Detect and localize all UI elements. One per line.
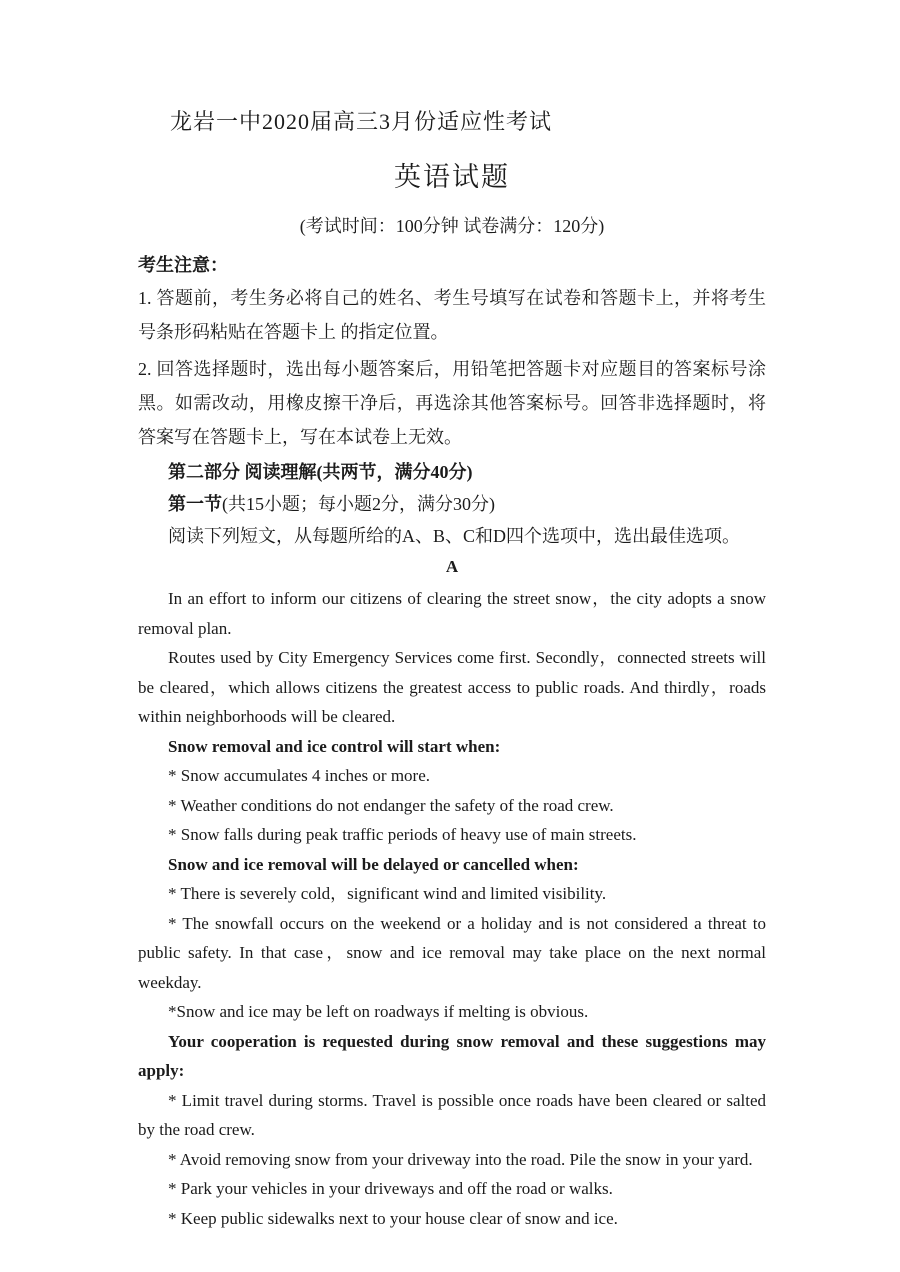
subject-title: 英语试题 [394,162,510,192]
passage-bullet: * Limit travel during storms. Travel is possible once roads have been cleared or salted by the road crew. [138,1090,766,1139]
part2-heading: 第二部分 阅读理解(共两节，满分40分) [168,462,473,482]
section1-heading-title: 第一节 [168,494,222,514]
passage-bullet: * The snowfall occurs on the weekend or a holiday and is not considered a threat to public safety. In that case，snow and ice removal may take place on the next normal weekday. [138,913,766,992]
notice-item-2: 2. 回答选择题时，选出每小题答案后，用铅笔把答题卡对应题目的答案标号涂黑。如需改动，用橡皮擦干净后，再选涂其他答案标号。回答非选择题时，将答案写在答题卡上，写在本试卷上无效。 [138,359,766,447]
exam-title: 龙岩一中2020届高三3月份适应性考试 [170,109,553,134]
passage-bullet: * Avoid removing snow from your driveway into the road. Pile the snow in your yard. [168,1149,753,1169]
passage-bullet: * There is severely cold，significant wind and limited visibility. [168,884,607,903]
notice-heading: 考生注意： [138,255,228,275]
passage-section-heading: Snow and ice removal will be delayed or cancelled when: [168,854,579,874]
passage-section-heading: Your cooperation is requested during snow removal and these suggestions may apply: [138,1031,766,1080]
passage-label-a: A [445,557,459,576]
passage-bullet: *Snow and ice may be left on roadways if melting is obvious. [168,1002,589,1021]
passage-paragraph: In an effort to inform our citizens of clearing the street snow，the city adopts a snow removal plan. [138,589,766,638]
section1-heading [138,489,766,520]
reading-instruction: 阅读下列短文，从每题所给的A、B、C和D四个选项中，选出最佳选项。 [168,526,741,546]
passage-bullet: * Keep public sidewalks next to your house clear of snow and ice. [168,1208,618,1228]
passage-bullet: * Snow falls during peak traffic periods of heavy use of main streets. [168,825,637,844]
passage-section-heading: Snow removal and ice control will start when: [168,736,501,756]
section1-heading-detail: (共15小题；每小题2分，满分30分) [222,494,495,514]
notice-item-1: 1. 答题前，考生务必将自己的姓名、考生号填写在试卷和答题卡上，并将考生号条形码粘贴在答题卡上 的指定位置。 [138,288,766,342]
passage-bullet: * Weather conditions do not endanger the safety of the road crew. [168,795,614,815]
passage-bullet: * Park your vehicles in your driveways and off the road or walks. [168,1179,613,1198]
exam-info-line: (考试时间：100分钟 试卷满分：120分) [299,216,605,236]
passage-bullet: * Snow accumulates 4 inches or more. [168,766,431,785]
passage-paragraph: Routes used by City Emergency Services come first. Secondly，connected streets will be cleared，which allows citizens the greatest access to public roads. And thirdly，roads within neighborhoods will be cleared. [138,648,766,726]
